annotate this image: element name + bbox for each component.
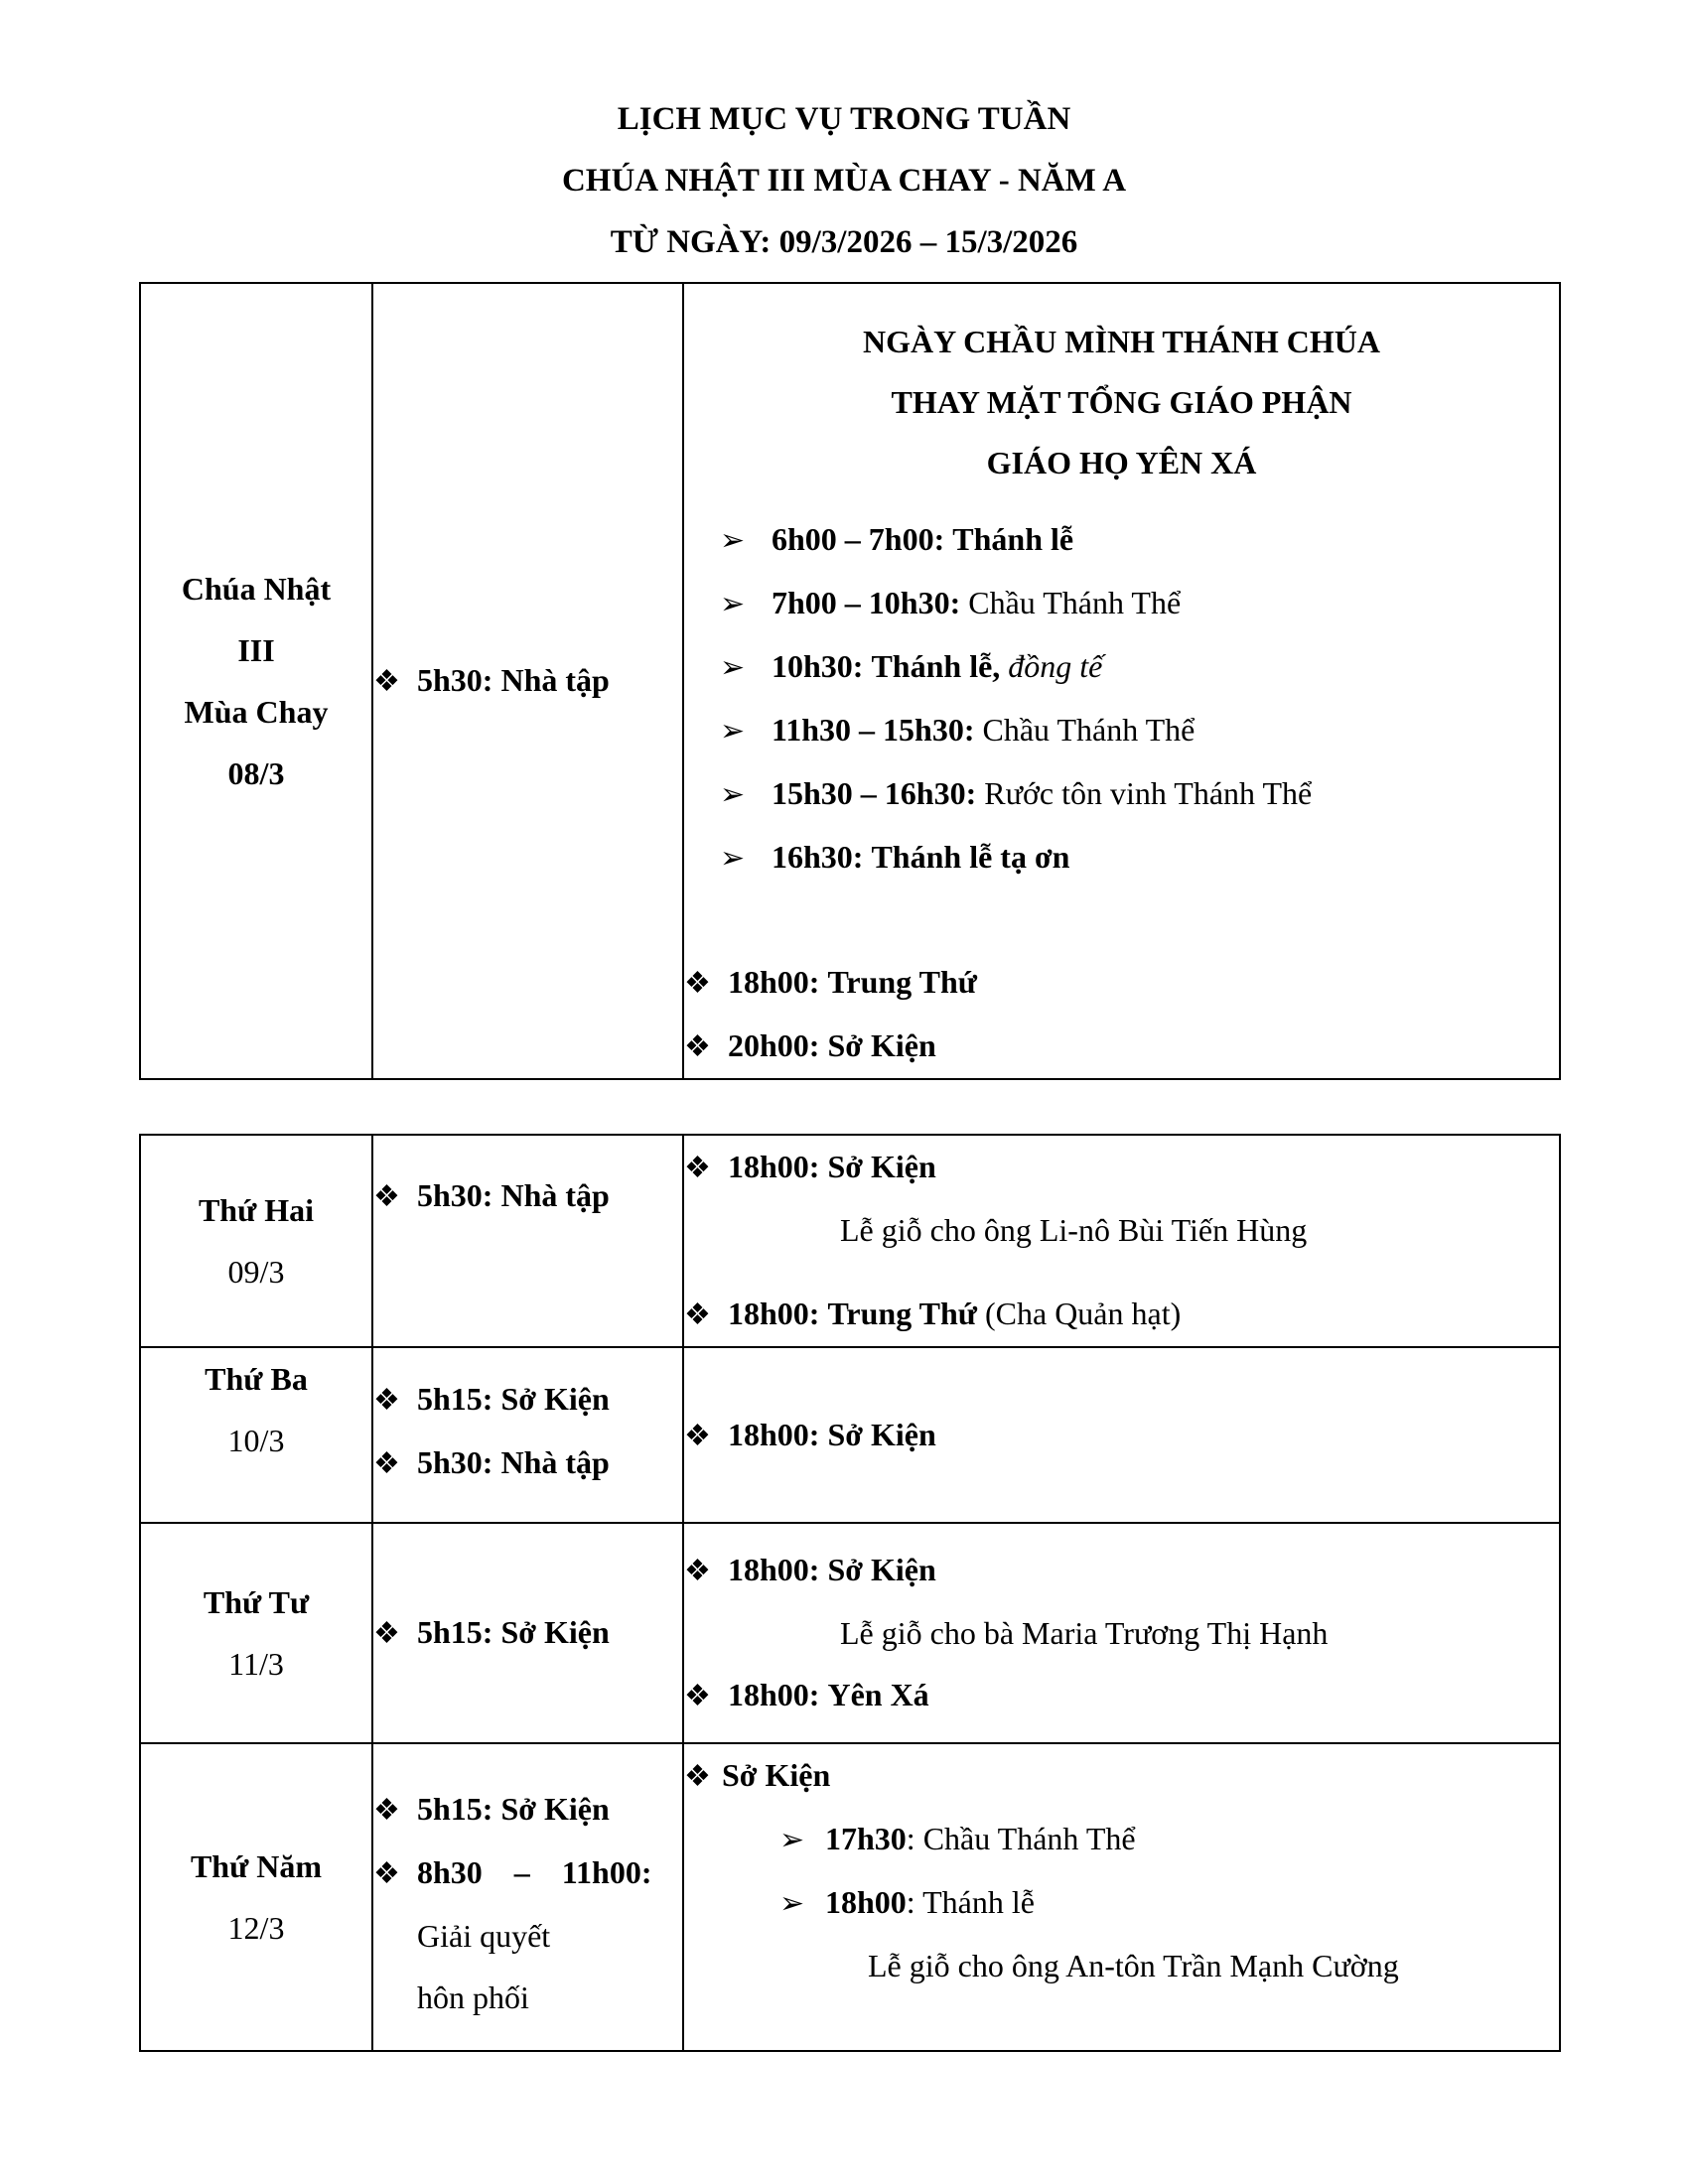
item-time: 15h30 – 16h30: — [772, 775, 977, 811]
morning-time: 5h30: — [417, 662, 493, 698]
diamond-bullet-icon: ❖ — [373, 1617, 400, 1650]
evening-place: Trung Thứ — [827, 1296, 977, 1331]
morning-text: hôn phối — [417, 1979, 529, 2015]
morning-time: 5h30 — [417, 1444, 483, 1480]
diamond-bullet-icon: ❖ — [684, 1555, 711, 1587]
arrow-bullet-icon: ➢ — [720, 842, 746, 875]
day-date: 12/3 — [227, 1910, 285, 1946]
monday-day-cell — [140, 1135, 372, 1347]
evening-time: 18h00: — [728, 1677, 820, 1712]
page-title: LỊCH MỤC VỤ TRONG TUẦN — [617, 101, 1071, 137]
evening-place: Sở Kiện — [827, 1552, 936, 1587]
morning-place: Sở Kiện — [500, 1791, 610, 1827]
morning-time: 8h30 — [417, 1854, 483, 1890]
wednesday-evening-cell — [683, 1523, 1560, 1743]
morning-time: 5h15: — [417, 1614, 493, 1650]
diamond-bullet-icon: ❖ — [684, 967, 711, 1000]
evening-place: Trung Thứ — [827, 964, 977, 1000]
diamond-bullet-icon: ❖ — [373, 1447, 400, 1480]
day-name: Thứ Năm — [190, 1848, 323, 1884]
day-line: Mùa Chay — [184, 694, 329, 730]
arrow-bullet-icon: ➢ — [720, 651, 746, 684]
evening-place: Yên Xá — [827, 1677, 929, 1712]
arrow-bullet-icon: ➢ — [720, 524, 746, 557]
monday-evening-cell — [683, 1135, 1560, 1347]
diamond-bullet-icon: ❖ — [373, 1857, 400, 1890]
diamond-bullet-icon: ❖ — [684, 1298, 711, 1331]
morning-place: Nhà tập — [500, 662, 610, 698]
diamond-bullet-icon: ❖ — [684, 1152, 711, 1184]
arrow-bullet-icon: ➢ — [779, 1824, 805, 1856]
item-text: Rước tôn vinh Thánh Thể — [984, 775, 1313, 811]
sunday-table — [139, 282, 1561, 1080]
thursday-row — [140, 1743, 1560, 2051]
item-text: Thánh lễ, — [871, 648, 1001, 684]
thursday-day-cell — [140, 1743, 372, 2051]
evening-place: Sở Kiện — [722, 1757, 831, 1793]
evening-place: Sở Kiện — [827, 1027, 936, 1063]
morning-place: Nhà tập — [500, 1177, 610, 1213]
day-name: Thứ Tư — [203, 1584, 310, 1620]
monday-morning-cell — [372, 1135, 683, 1347]
morning-place: : Nhà tập — [482, 1444, 610, 1480]
tuesday-day-cell — [140, 1347, 372, 1523]
diamond-bullet-icon: ❖ — [684, 1680, 711, 1712]
arrow-bullet-icon: ➢ — [720, 588, 746, 620]
monday-row — [140, 1135, 1560, 1347]
evening-time: 18h00 — [728, 1416, 809, 1452]
sunday-day-cell — [140, 283, 372, 1079]
evening-time: 18h00: — [728, 1296, 820, 1331]
item-time: 11h30 – 15h30: — [772, 712, 975, 748]
morning-time: 5h15: — [417, 1381, 493, 1417]
evening-time: 18h00: — [728, 1149, 820, 1184]
item-text: : Chầu Thánh Thể — [906, 1821, 1136, 1856]
day-line: Chúa Nhật — [181, 571, 332, 607]
item-text: Thánh lễ — [952, 521, 1074, 557]
item-text: Chầu Thánh Thể — [968, 585, 1182, 620]
morning-time: 11h00: — [561, 1854, 652, 1890]
wednesday-morning-cell — [372, 1523, 683, 1743]
arrow-bullet-icon: ➢ — [720, 715, 746, 748]
day-date: 11/3 — [228, 1646, 284, 1682]
memorial-note: Lễ giỗ cho ông Li-nô Bùi Tiến Hùng — [840, 1212, 1308, 1248]
page-subtitle: CHÚA NHẬT III MÙA CHAY - NĂM A — [561, 163, 1127, 199]
tuesday-morning-cell — [372, 1347, 683, 1523]
memorial-note: Lễ giỗ cho ông An-tôn Trần Mạnh Cường — [868, 1948, 1399, 1983]
sunday-morning-cell — [372, 283, 683, 1079]
tuesday-row — [140, 1347, 1560, 1523]
wednesday-day-cell — [140, 1523, 372, 1743]
diamond-bullet-icon: ❖ — [373, 1794, 400, 1827]
sunday-evening-cell — [683, 283, 1560, 1079]
item-time: 10h30: — [772, 648, 864, 684]
item-extra: đồng tế — [1008, 648, 1103, 684]
item-text: Thánh lễ tạ ơn — [871, 839, 1070, 875]
day-date: 08/3 — [227, 755, 285, 791]
memorial-note: Lễ giỗ cho bà Maria Trương Thị Hạnh — [840, 1615, 1329, 1651]
time-dash: – — [513, 1854, 530, 1890]
diamond-bullet-icon: ❖ — [684, 1419, 711, 1452]
day-name: Thứ Ba — [205, 1361, 308, 1397]
thursday-morning-cell — [372, 1743, 683, 2051]
tuesday-evening-cell — [683, 1347, 1560, 1523]
evening-place: Sở Kiện — [827, 1149, 936, 1184]
item-text: : Thánh lễ — [906, 1884, 1035, 1920]
evening-time: 18h00: — [728, 964, 820, 1000]
weekday-table — [139, 1134, 1561, 2052]
morning-place: Sở Kiện — [500, 1381, 610, 1417]
day-date: 09/3 — [227, 1254, 285, 1290]
morning-time: 5h30: — [417, 1177, 493, 1213]
sunday-row — [140, 283, 1560, 1079]
wednesday-row — [140, 1523, 1560, 1743]
diamond-bullet-icon: ❖ — [373, 1384, 400, 1417]
morning-time: 5h15: — [417, 1791, 493, 1827]
evening-place: : Sở Kiện — [808, 1416, 936, 1452]
day-line: III — [237, 632, 275, 668]
adoration-heading: NGÀY CHẦU MÌNH THÁNH CHÚA — [863, 324, 1380, 359]
adoration-heading: GIÁO HỌ YÊN XÁ — [986, 445, 1257, 480]
evening-time: 18h00: — [728, 1552, 820, 1587]
morning-place: Sở Kiện — [500, 1614, 610, 1650]
thursday-evening-cell — [683, 1743, 1560, 2051]
date-range: TỪ NGÀY: 09/3/2026 – 15/3/2026 — [610, 224, 1078, 260]
morning-text: Giải quyết — [417, 1918, 551, 1954]
evening-time: 20h00: — [728, 1027, 820, 1063]
arrow-bullet-icon: ➢ — [779, 1887, 805, 1920]
item-time: 7h00 – 10h30: — [772, 585, 961, 620]
evening-note: (Cha Quản hạt) — [984, 1296, 1182, 1331]
arrow-bullet-icon: ➢ — [720, 778, 746, 811]
adoration-heading: THAY MẶT TỔNG GIÁO PHẬN — [891, 384, 1352, 420]
item-time: 6h00 – 7h00: — [772, 521, 945, 557]
diamond-bullet-icon: ❖ — [684, 1760, 711, 1793]
day-name: Thứ Hai — [198, 1192, 315, 1228]
item-time: 16h30: — [772, 839, 864, 875]
diamond-bullet-icon: ❖ — [373, 1180, 400, 1213]
item-text: Chầu Thánh Thể — [982, 712, 1196, 748]
day-date: 10/3 — [227, 1423, 285, 1458]
item-time: 17h30 — [825, 1821, 907, 1856]
diamond-bullet-icon: ❖ — [373, 665, 400, 698]
diamond-bullet-icon: ❖ — [684, 1030, 711, 1063]
item-time: 18h00 — [825, 1884, 907, 1920]
